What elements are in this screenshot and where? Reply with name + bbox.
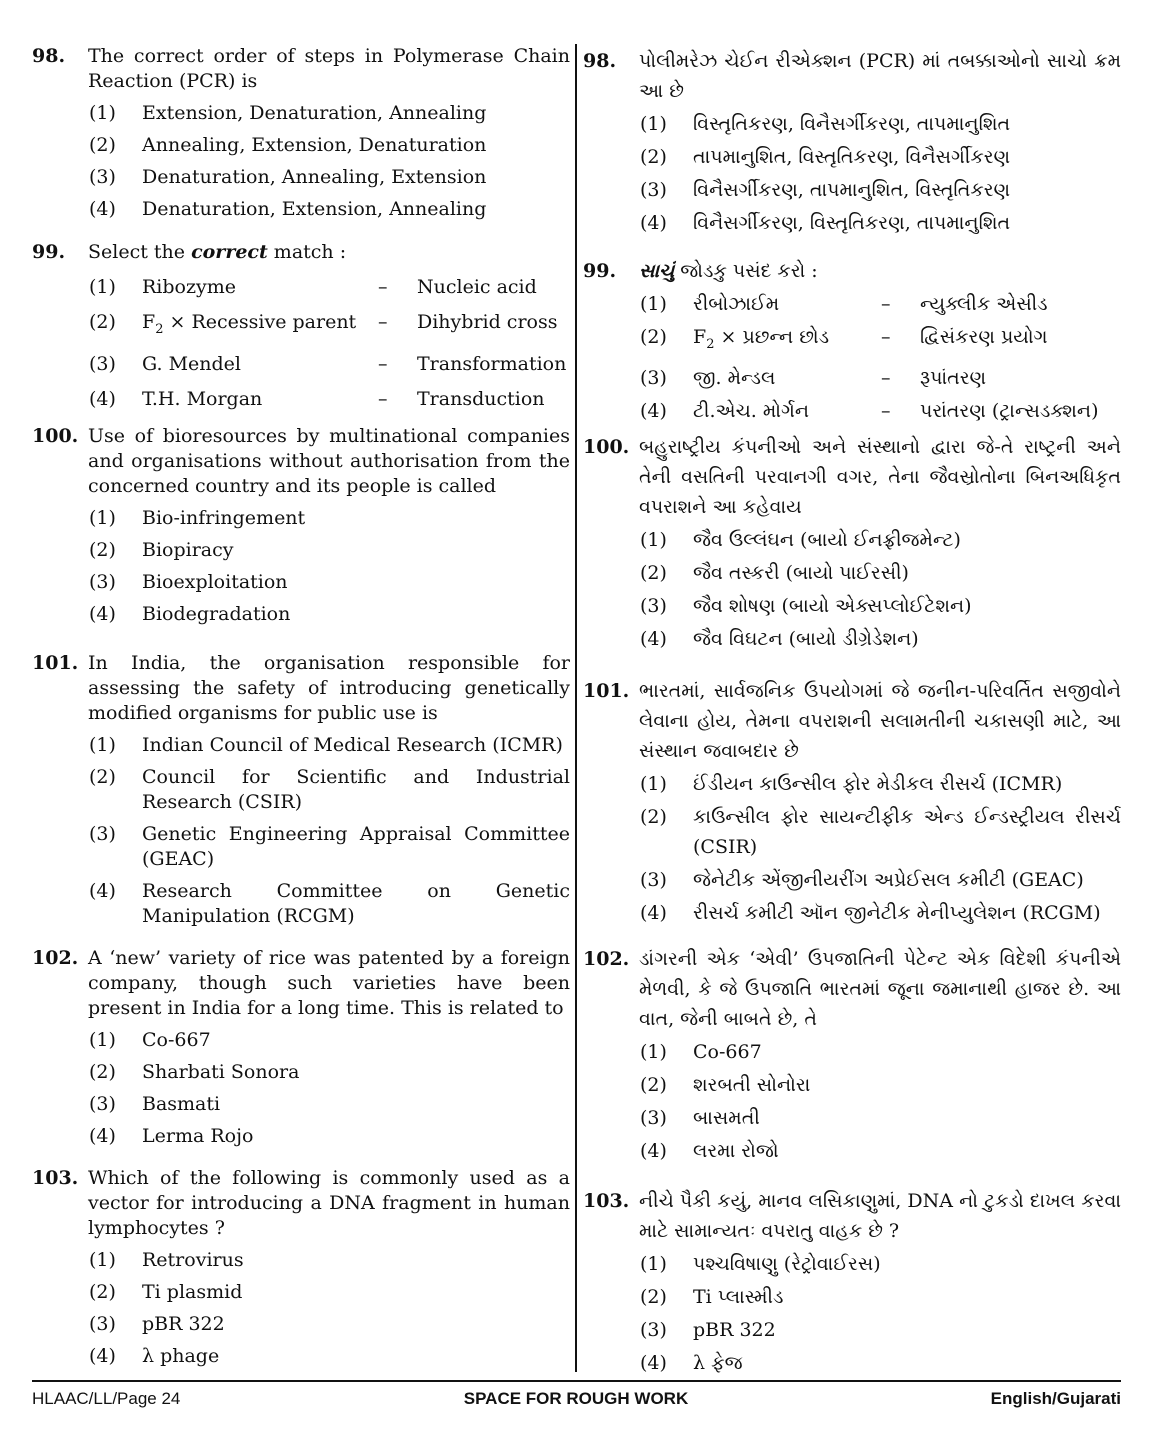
page-code: HLAAC/LL/Page 24 [32,1389,181,1408]
option-text: લરમા રોજો [693,1140,779,1162]
question-number: 102. [583,948,630,970]
option [32,1124,570,1149]
option-text: Retrovirus [142,1249,244,1271]
match-left-text: × Recessive parent [169,311,357,333]
match-right: Dihybrid cross [417,311,558,333]
option-text: પશ્ચવિષાણુ (રેટ્રોવાઈરસ) [693,1253,881,1275]
match-row [32,310,570,342]
option-number: (2) [89,1061,116,1083]
option [32,602,570,627]
match-left: જી. મેન્ડલ [693,366,776,389]
match-dash: – [378,352,388,375]
option-number: (4) [640,399,667,422]
match-dash: – [881,326,891,348]
option-text: Denaturation, Extension, Annealing [142,198,487,220]
option-number: (1) [89,734,116,756]
option [32,165,570,190]
option-number: (4) [89,1345,116,1367]
option-number: (1) [89,102,116,124]
match-right: દ્વિસંકરણ પ્રયોગ [920,326,1048,348]
question-number: 100. [32,425,79,447]
option [583,1037,1121,1067]
question-text: ડાંગરની એક ‘એવી’ ઉપજાતિની પેટેન્ટ એક વિદેશી કંપનીએ મેળવી, કે જે ઉપજાતિ ભારતમાં જૂના જમાનાથી હાજર છે. આ વાત, જેની બાબતે છે, તે [639,948,1121,1030]
option-number: (4) [89,387,116,410]
match-right: ન્યુક્લીક એસીડ [920,293,1048,315]
question-text: બહુરાષ્ટ્રીય કંપનીઓ અને સંસ્થાનો દ્વારા જે-તે રાષ્ટ્રની અને તેની વસતિની પરવાનગી વગર, તેના જૈવસ્રોતોના બિનઅધિકૃત વપરાશને આ કહેવાય [639,436,1121,518]
question-number: 101. [583,680,630,702]
match-dash: – [881,399,891,422]
question-101-gu [583,676,1121,928]
question-emphasis: correct [191,241,268,263]
option [32,1280,570,1305]
question-102-gu [583,944,1121,1166]
option-text: કાઉન્સીલ ફોર સાયન્ટીફીક એન્ડ ઈન્ડસ્ટ્રીયલ રીસર્ચ (CSIR) [693,806,1121,858]
option-number: (1) [640,113,667,135]
match-left: Ribozyme [142,276,236,298]
option-text: બાસમતી [693,1107,760,1129]
match-row [583,396,1121,426]
option-number: (3) [89,823,116,845]
option-text: Indian Council of Medical Research (ICMR) [142,734,563,756]
question-number: 102. [32,947,79,969]
option [32,197,570,222]
option-text: ઈંડીયન કાઉન્સીલ ફોર મેડીકલ રીસર્ચ (ICMR) [693,773,1063,795]
question-number: 103. [583,1190,630,1212]
option [32,133,570,158]
option-number: (2) [640,1074,667,1096]
option-text: જૈવ વિઘટન (બાયો ડીગ્રેડેશન) [693,628,919,650]
question-text: In India, the organisation responsible for assessing the safety of introducing genetically modified organisms for public use is [88,652,570,724]
match-left: રીબોઝાઈમ [693,293,780,315]
question-text: The correct order of steps in Polymerase Chain Reaction (PCR) is [88,45,570,92]
match-row [583,322,1121,360]
option-text: વિનૈસર્ગીકરણ, તાપમાનુશિત, વિસ્તૃતિકરણ [693,179,1011,201]
question-number: 100. [583,436,630,458]
question-number: 98. [583,50,617,72]
option-number: (1) [640,773,667,795]
option [583,1315,1121,1345]
subscript: 2 [155,321,164,337]
question-number: 101. [32,652,79,674]
match-left-text: × પ્રછન્ન છોડ [720,326,830,348]
question-102-en [32,946,570,1149]
option-text: Genetic Engineering Appraisal Committee (GEAC) [142,823,570,870]
option-number: (2) [89,134,116,156]
option-text: Bio-infringement [142,507,306,529]
option-number: (1) [640,529,667,551]
option-text: જૈવ તસ્કરી (બાયો પાઈરસી) [693,562,909,584]
option-text: શરબતી સોનોરા [693,1074,811,1096]
match-row [32,387,570,412]
language-label: English/Gujarati [990,1389,1121,1408]
option-text: વિસ્તૃતિકરણ, વિનૈસર્ગીકરણ, તાપમાનુશિત [693,113,1011,135]
match-right: પરાંતરણ (ટ્રાન્સડક્શન) [920,399,1099,422]
match-dash: – [881,293,891,315]
option-text: pBR 322 [693,1319,776,1341]
option-text: તાપમાનુશિત, વિસ્તૃતિકરણ, વિનૈસર્ગીકરણ [693,146,1011,168]
option-number: (4) [89,603,116,625]
option-text: જૈવ શોષણ (બાયો એક્સપ્લોઈટેશન) [693,595,972,617]
option-number: (1) [640,293,667,315]
match-dash: – [378,311,388,333]
option-number: (1) [89,276,116,298]
match-left: G. Mendel [142,352,241,375]
question-100-gu [583,432,1121,654]
footer-rule [32,1380,1121,1382]
question-text: પોલીમરેઝ ચેઈન રીએક્શન (PCR) માં તબક્કાઓનો સાચો ક્રમ આ છે [639,50,1121,102]
option-text: Annealing, Extension, Denaturation [142,134,487,156]
option-number: (3) [640,869,667,891]
question-text [88,240,570,265]
option-number: (2) [89,766,116,788]
option [32,1344,570,1369]
question-text: Which of the following is commonly used as a vector for introducing a DNA fragment in human lymphocytes ? [88,1167,570,1239]
question-103-gu [583,1186,1121,1378]
option [583,175,1121,205]
option-number: (4) [640,212,667,234]
option-text: Basmati [142,1093,221,1115]
option [583,208,1121,238]
option [583,769,1121,799]
option [583,1249,1121,1279]
option [583,1070,1121,1100]
option-number: (3) [89,1093,116,1115]
match-right: Nucleic acid [417,276,537,298]
match-right: Transduction [417,387,545,410]
option-text: જેનેટીક એંજીનીયરીંગ અપ્રેઈસલ કમીટી (GEAC) [693,869,1084,891]
option-number: (3) [640,1319,667,1341]
question-text-part: Select the [88,241,192,263]
match-dash: – [378,276,388,298]
option-text: Research Committee on Genetic Manipulation (RCGM) [142,880,570,927]
option [32,765,570,815]
option [32,1028,570,1053]
option-number: (3) [89,571,116,593]
option-number: (3) [640,595,667,617]
option [583,624,1121,654]
option [583,525,1121,555]
option-number: (1) [640,1041,667,1063]
option-text: Bioexploitation [142,571,288,593]
option [583,591,1121,621]
option-number: (3) [640,366,667,389]
question-number: 98. [32,45,66,67]
option-number: (3) [89,352,116,375]
option-number: (4) [640,628,667,650]
option-text: Council for Scientific and Industrial Research (CSIR) [142,766,570,813]
question-text: A ‘new’ variety of rice was patented by a foreign company, though such varieties have been present in India for a long time. This is related to [88,947,570,1019]
question-100-en [32,424,570,627]
question-emphasis: સાચું [639,260,675,282]
option-text: રીસર્ચ કમીટી ઑન જીનેટીક મેનીપ્યુલેશન (RCGM) [693,902,1101,924]
option [583,142,1121,172]
option-number: (4) [640,1140,667,1162]
option-number: (4) [640,902,667,924]
question-99-en [32,240,570,412]
option-number: (3) [640,1107,667,1129]
match-right: રૂપાંતરણ [920,366,987,389]
question-number: 103. [32,1167,79,1189]
option [583,898,1121,928]
subscript: 2 [706,336,715,352]
option-text: વિનૈસર્ગીકરણ, વિસ્તૃતિકરણ, તાપમાનુશિત [693,212,1011,234]
option [32,1248,570,1273]
option [583,865,1121,895]
option [32,1092,570,1117]
option-text: pBR 322 [142,1313,225,1335]
option [583,1136,1121,1166]
option [583,109,1121,139]
option-text: Sharbati Sonora [142,1061,300,1083]
option-text: Co-667 [142,1029,211,1051]
match-row [583,363,1121,393]
option-text: Denaturation, Annealing, Extension [142,166,487,188]
column-divider [575,44,577,1372]
question-text: ભારતમાં, સાર્વજનિક ઉપયોગમાં જે જનીન-પરિવર્તિત સજીવોને લેવાના હોય, તેમના વપરાશની સલામતીની ચકાસણી માટે, આ સંસ્થાન જવાબદાર છે [639,680,1121,762]
match-left [142,310,378,342]
option-text: λ phage [142,1345,220,1367]
question-text-part: જોડકુ પસંદ કરો : [674,260,818,282]
option [32,733,570,758]
option-number: (3) [89,1313,116,1335]
question-number: 99. [583,260,617,282]
option-number: (2) [640,1286,667,1308]
rough-work-label: SPACE FOR ROUGH WORK [463,1389,689,1408]
question-number: 99. [32,241,66,263]
match-left [693,322,881,360]
option-text: Ti પ્લાસ્મીડ [693,1286,784,1308]
option [583,1103,1121,1133]
question-text: Use of bioresources by multinational companies and organisations without authorisation from the concerned country and its people is called [88,425,570,497]
option-number: (2) [640,146,667,168]
option [32,1312,570,1337]
match-right: Transformation [417,352,567,375]
option [32,879,570,929]
option-number: (4) [89,1125,116,1147]
option-text: Biodegradation [142,603,291,625]
option [583,1282,1121,1312]
option [32,101,570,126]
option [32,506,570,531]
option-number: (2) [640,562,667,584]
question-text [639,256,1121,286]
option-number: (2) [89,1281,116,1303]
match-row [32,352,570,377]
option [583,802,1121,862]
option-number: (3) [89,166,116,188]
option-number: (2) [640,326,667,348]
option-number: (2) [89,311,116,333]
option-text: Biopiracy [142,539,234,561]
option-text: Ti plasmid [142,1281,243,1303]
option-text: Extension, Denaturation, Annealing [142,102,487,124]
option-number: (4) [89,198,116,220]
match-left: T.H. Morgan [142,387,263,410]
option [583,1348,1121,1378]
option [32,538,570,563]
option-number: (1) [89,1029,116,1051]
question-98-gu [583,46,1121,238]
f-symbol: F [142,311,156,333]
option-text: λ ફેજ [693,1352,743,1374]
option-number: (4) [89,880,116,902]
option-number: (1) [640,1253,667,1275]
option-number: (1) [89,507,116,529]
match-row [583,289,1121,319]
option-number: (3) [640,179,667,201]
question-101-en [32,651,570,929]
question-text-part: match : [267,241,347,263]
option-number: (2) [89,539,116,561]
question-text: નીચે પૈકી કયું, માનવ લસિકાણુમાં, DNA નો ટુકડો દાખલ કરવા માટે સામાન્યતઃ વપરાતુ વાહક છે ? [639,1190,1121,1242]
option [32,822,570,872]
question-98-en [32,44,570,222]
option [32,1060,570,1085]
match-dash: – [378,387,388,410]
option-text: જૈવ ઉલ્લંઘન (બાયો ઈનફ્રીજમેન્ટ) [693,529,961,551]
f-symbol: F [693,326,707,348]
option [583,558,1121,588]
match-row [32,275,570,300]
option-number: (2) [640,806,667,828]
match-left: ટી.એચ. મોર્ગન [693,399,810,422]
match-dash: – [881,366,891,389]
question-99-gu [583,256,1121,426]
question-103-en [32,1166,570,1369]
option-number: (1) [89,1249,116,1271]
option-number: (4) [640,1352,667,1374]
option-text: Lerma Rojo [142,1125,254,1147]
option-text: Co-667 [693,1041,762,1063]
option [32,570,570,595]
